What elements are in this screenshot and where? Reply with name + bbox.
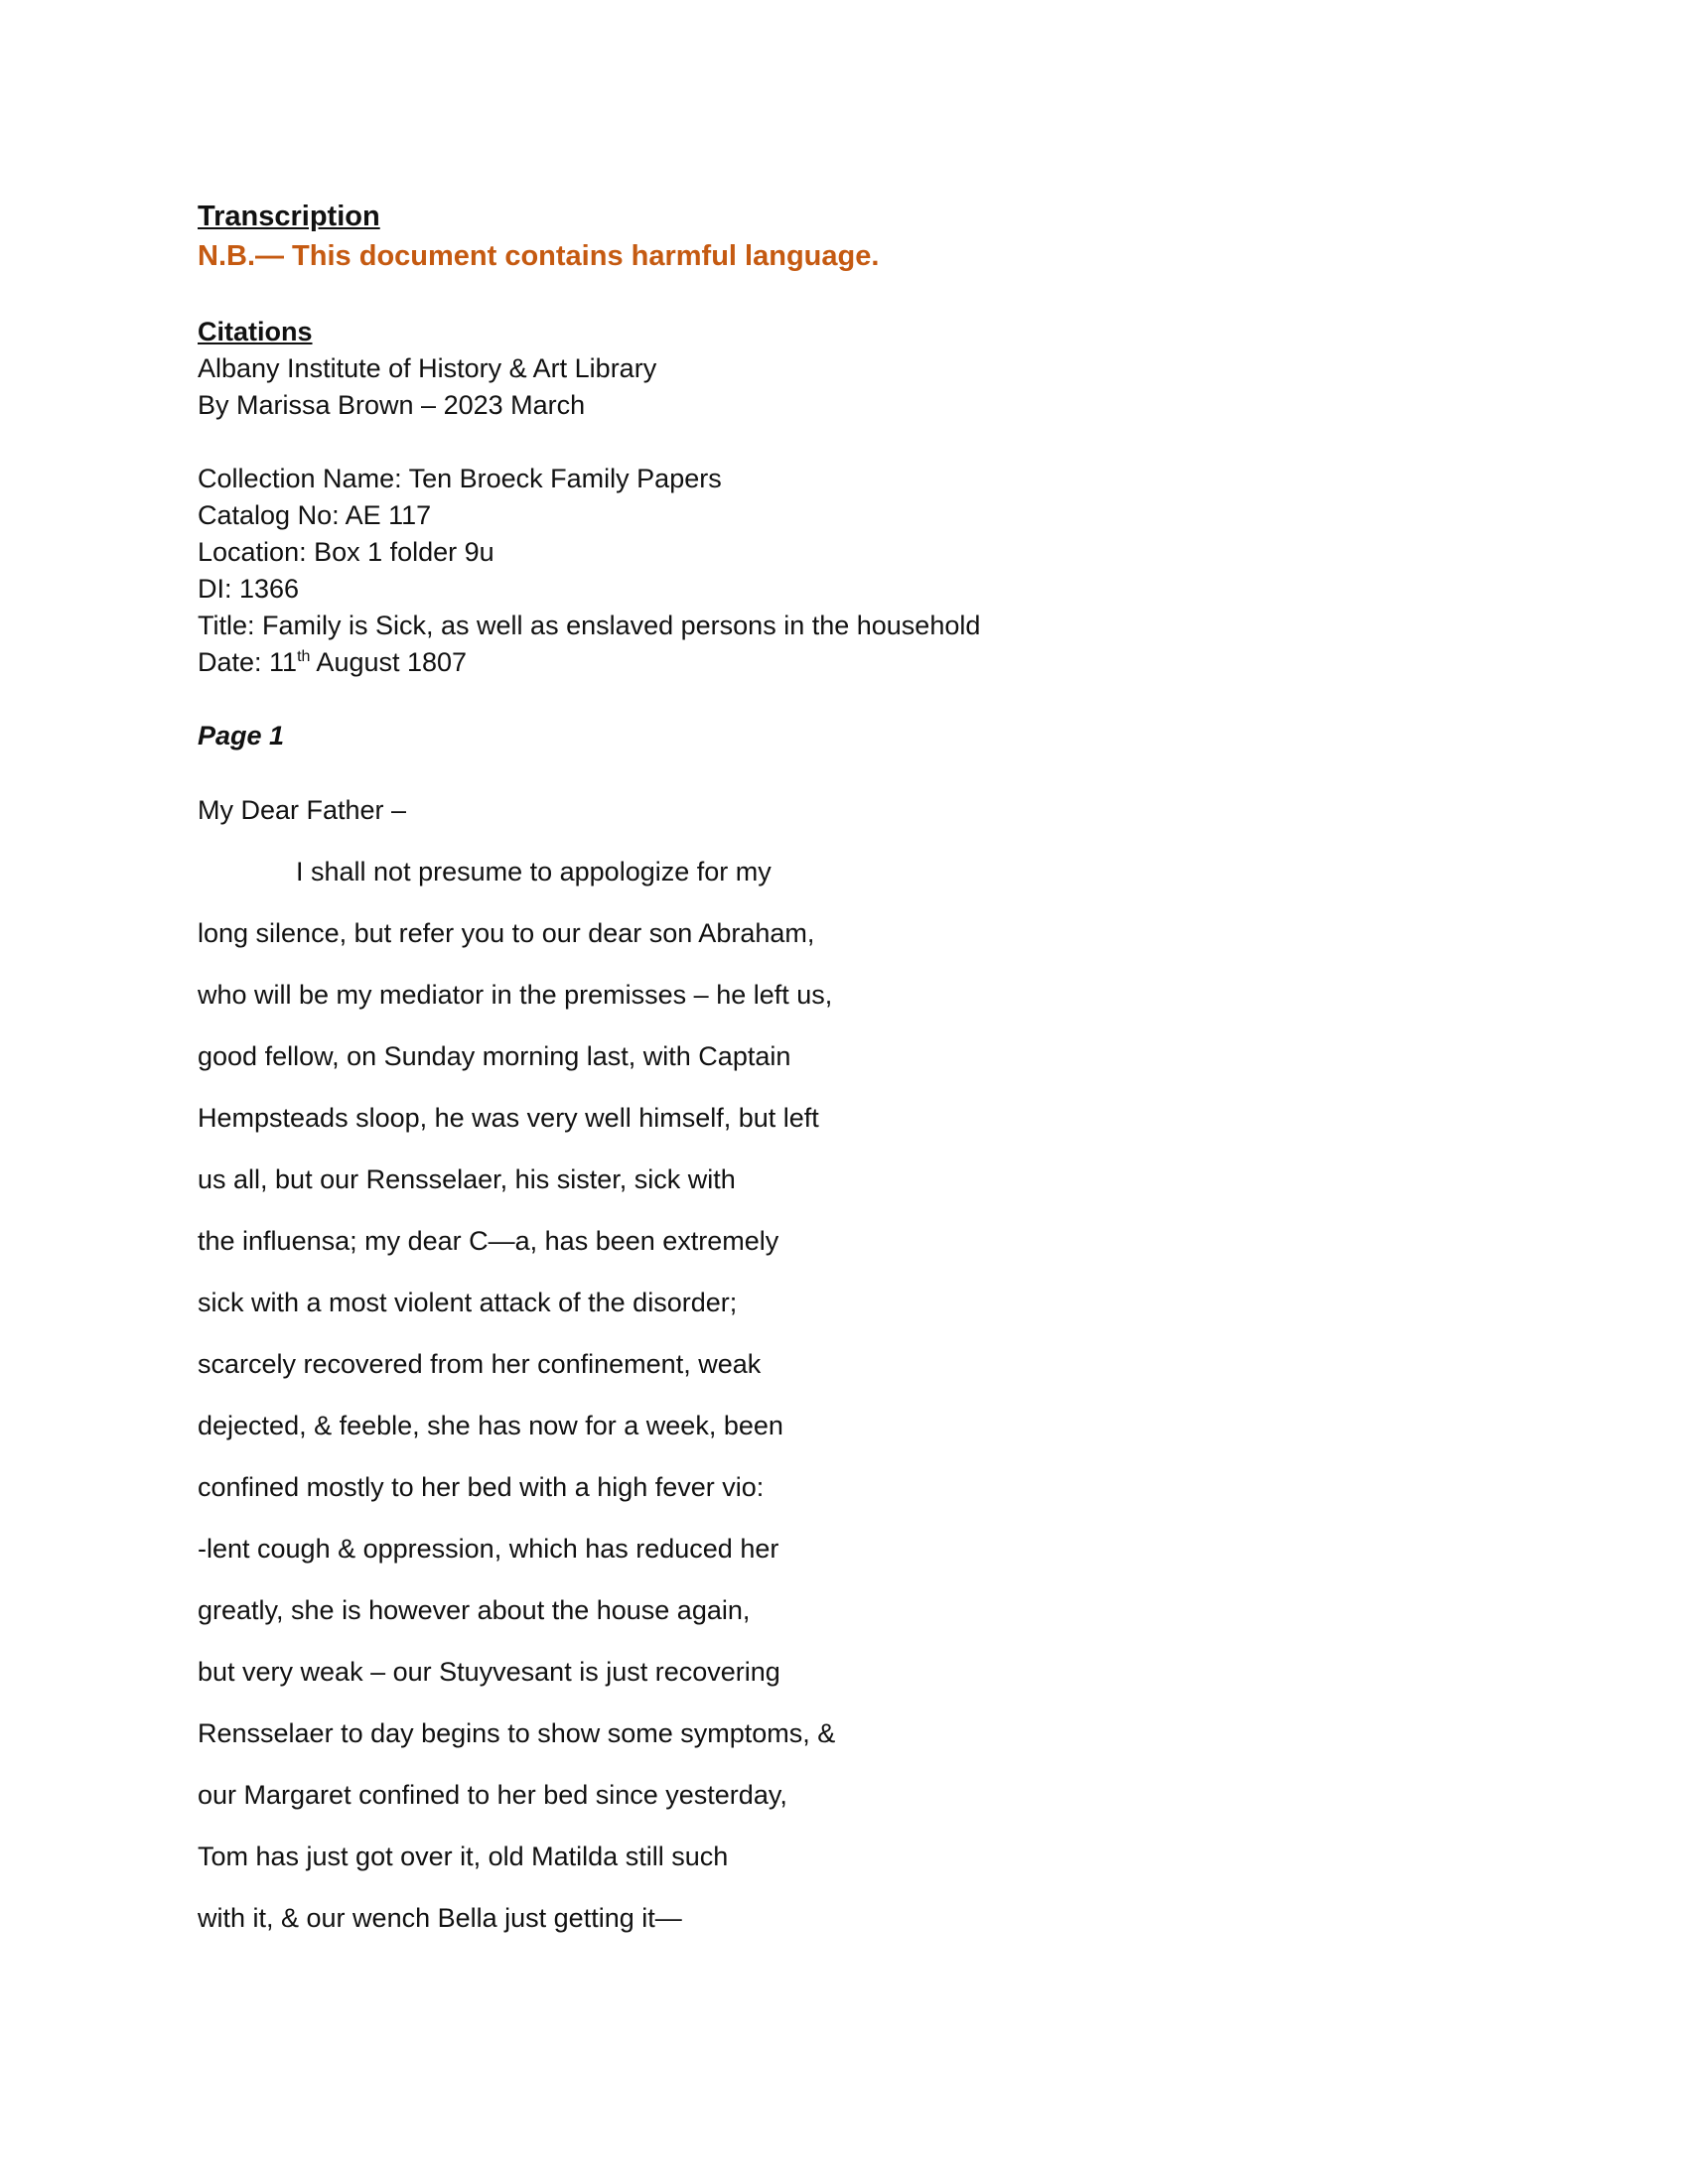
letter-line: us all, but our Rensselaer, his sister, sick with [198,1164,736,1194]
letter-line: with it, & our wench Bella just getting it— [198,1903,682,1933]
letter-line: greatly, she is however about the house again, [198,1595,751,1625]
letter-transcription [198,779,1488,1949]
letter-line: but very weak – our Stuyvesant is just recovering [198,1657,780,1687]
citation-author: By Marissa Brown – 2023 March [198,390,586,420]
date-ordinal: th [297,648,311,665]
record-details [198,461,1488,681]
letter-line: confined mostly to her bed with a high fever vio: [198,1472,765,1502]
citation-institution: Albany Institute of History & Art Library [198,353,657,383]
letter-line: scarcely recovered from her confinement, weak [198,1349,762,1379]
record-date [198,644,1488,681]
collection-name: Collection Name: Ten Broeck Family Papers [198,464,722,493]
record-title: Title: Family is Sick, as well as enslaved persons in the household [198,611,981,640]
citations-block [198,350,1488,424]
letter-line: our Margaret confined to her bed since yesterday, [198,1780,787,1810]
letter-line: long silence, but refer you to our dear son Abraham, [198,918,815,948]
letter-line: -lent cough & oppression, which has reduced her [198,1534,779,1564]
letter-line: sick with a most violent attack of the disorder; [198,1288,738,1317]
letter-line: dejected, & feeble, she has now for a week, been [198,1411,783,1440]
date-prefix: Date: 11 [198,647,298,677]
document-body [198,197,1488,1949]
location: Location: Box 1 folder 9u [198,537,494,567]
letter-line: Tom has just got over it, old Matilda still such [198,1842,729,1871]
letter-line: who will be my mediator in the premisses – he left us, [198,980,833,1010]
letter-line: good fellow, on Sunday morning last, with Captain [198,1041,791,1071]
citations-heading: Citations [198,317,313,346]
letter-line: Hempsteads sloop, he was very well himself, but left [198,1103,819,1133]
letter-salutation: My Dear Father – [198,795,407,825]
letter-line: the influensa; my dear C—a, has been extremely [198,1226,779,1256]
transcription-heading: Transcription [198,201,380,232]
page-label: Page 1 [198,721,285,751]
date-suffix: August 1807 [310,647,468,677]
di-number: DI: 1366 [198,574,300,604]
harmful-language-warning: N.B.— This document contains harmful language. [198,240,880,272]
letter-line: Rensselaer to day begins to show some symptoms, & [198,1718,836,1748]
letter-line: I shall not presume to appologize for my [296,857,772,887]
catalog-number: Catalog No: AE 117 [198,500,432,530]
